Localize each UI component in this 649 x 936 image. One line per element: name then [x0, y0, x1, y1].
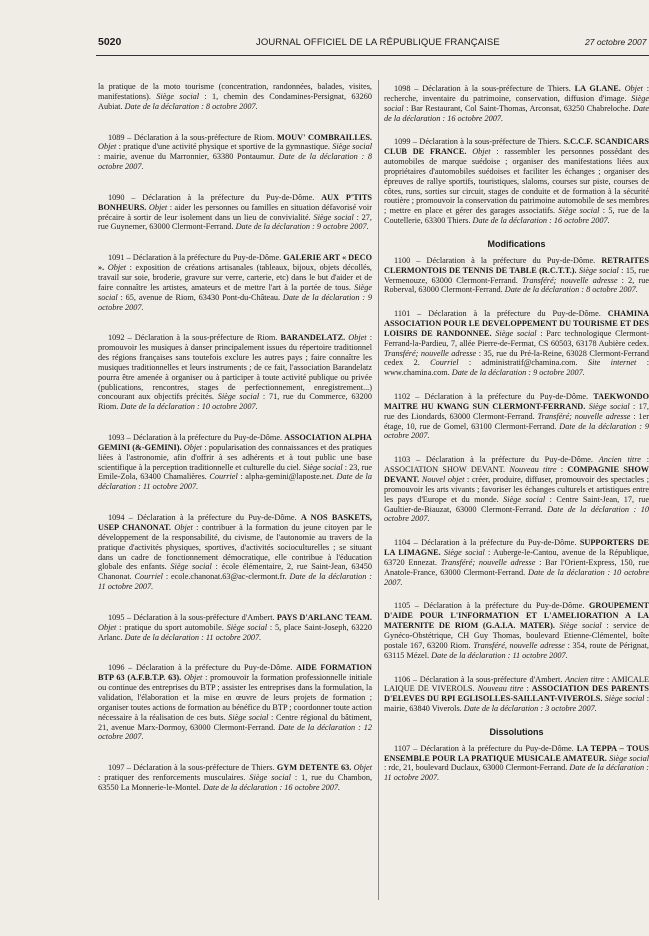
section-title-modifications: Modifications: [487, 238, 546, 249]
association-name: GYM DETENTE 63.: [276, 763, 352, 773]
association-name: ASSOCIATION ALPHA GEMINI (&-GEMINI).: [98, 433, 372, 452]
column-divider: [378, 80, 379, 900]
entry-1104: 1104 – Déclaration à la préfecture du Puy-de-Dôme. SUPPORTERS DE LA LIMAGNE. Siège social : Auberge-le-Cantou, avenue de la République, 63720 Ennezat. Transféré; nouvelle adresse : Bar l'Orient-Express, 150, rue Anatole-France, 63000 Clermont-Ferrand. Date de la déclaration : 10 octobre 2007.: [384, 538, 649, 587]
association-name: CHAMINA ASSOCIATION POUR LE DEVELOPPEMENT DU TOURISME ET DES LOISIRS DE RANDONNEE.: [384, 309, 649, 338]
header-rule: [96, 55, 649, 56]
entry-1097: 1097 – Déclaration à la sous-préfecture de Thiers. GYM DETENTE 63. Objet : pratiquer des renforcements musculaires. Siège social : 1, rue du Chambon, 63550 La Monnerie-le-Montel. Date de la déclaration : 16 octobre 2007.: [98, 763, 373, 792]
entry-1092: 1092 – Déclaration à la sous-préfecture de Riom. BARANDELATZ. Objet : promouvoir les musiques à danser principalement issues du répertoire traditionnel des régions françaises sans toutefois exclure les autres pays ; faire connaître les musiques traditionnelles et leurs instruments ; de ce fait, l'association Barandelatz pourra être amenée à organiser ou à participer à toute activité publique ou privée (publications, rencontres, stages de perfectionnement, enregistrement...) concourant aux objectifs précités. Siège social : 71, rue du Commerce, 63200 Riom. Date de la déclaration : 10 octobre 2007.: [98, 333, 372, 412]
association-name: AUX P'TITS BONHEURS.: [98, 192, 373, 212]
entry-1090: 1090 – Déclaration à la préfecture du Puy-de-Dôme. AUX P'TITS BONHEURS. Objet : aider les personnes ou familles en situation défavorisé voir précaire à sortir de leur isolement dans un lieu de convivialité. Siège social : 27, rue Guynemer, 63000 Clermont-Ferrand. Date de la déclaration : 9 octobre 2007.: [98, 192, 373, 232]
page-number: 5020: [98, 36, 122, 48]
issue-date: 27 octobre 2007: [585, 37, 647, 47]
association-name: MOUV' COMBRAILLES.: [276, 132, 372, 142]
entry-1094: 1094 – Déclaration à la préfecture du Puy-de-Dôme. A NOS BASKETS, USEP CHANONAT. Objet : contribuer à la formation du jeune citoyen par le développement de la responsabilité, du civisme, de l'autonomie au travers de la pratique d'activités physiques, sportives, d'activités socioculturelles ; se situant dans un cadre de fonctionnement démocratique, elle contribue à l'éducation globale des enfants. Siège social : école élémentaire, 2, rue Saint-Jean, 63450 Chanonat. Courriel : ecole.chanonat.63@ac-clermont.fr. Date de la déclaration : 11 octobre 2007.: [98, 513, 372, 592]
association-name: ASSOCIATION DES PARENTS D'ELEVES DU RPI EGLISOLLES-SAILLANT-VIVEROLS.: [384, 684, 649, 704]
association-name: GALERIE ART « DECO ».: [98, 253, 372, 273]
entry-continued: la pratique de la moto tourisme (concentration, randonnées, balades, visites, manifestations). Siège social : 1, chemin des Condamines-Persignat, 63260 Aubiat. Date de la déclaration : 8 octobre 2007.: [98, 82, 372, 111]
association-name: TAEKWONDO MAITRE HU KWANG SUN CLERMONT-FERRAND.: [384, 392, 649, 411]
entry-1099: 1099 – Déclaration à la sous-préfecture de Thiers. S.C.C.F. SCANDICARS CLUB DE FRANCE. Objet : rassembler les personnes possédant des automobiles de marque suédoise ; organiser des manifestations liées aux propriétaires d'automobiles suédoises et faciliter les échanges ; organiser des épreuves de rallye sportifs, touristiques, slaloms, courses sur piste, courses de côtes, runs, sorties sur circuit, stages de conduite et de formation à la sécurité routière ; promouvoir la conservation du patrimoine automobile de ses membres ; mettre en place et gérer des garages associatifs. Siège social : 5, rue de la Coutellerie, 63300 Thiers. Date de la déclaration : 16 octobre 2007.: [384, 137, 649, 226]
journal-title: JOURNAL OFFICIEL DE LA RÉPUBLIQUE FRANÇAISE: [256, 37, 500, 48]
entry-1091: 1091 – Déclaration à la préfecture du Puy-de-Dôme. GALERIE ART « DECO ». Objet : exposition de créations artisanales (tableaux, bijoux, objets décollés, travail sur soie, broderie, gravure sur verre, carterie, etc) dans le but d'aider et de faire connaître les artistes, amateurs et de mettre l'art à la portée de tous. Siège social : 65, avenue de Riom, 63430 Pont-du-Château. Date de la déclaration : 9 octobre 2007.: [98, 253, 372, 312]
association-name: S.C.C.F. SCANDICARS CLUB DE FRANCE.: [384, 137, 649, 157]
entry-1105: 1105 – Déclaration à la préfecture du Puy-de-Dôme. GROUPEMENT D'AIDE POUR L'INFORMATION ET L'AMELIORATION A LA MATERNITE DE RIOM (G.A.I.A. MATER). Siège social : service de Gynéco-Obstétrique, CH Guy Thomas, boulevard Etienne-Clémentel, boîte postale 167, 63200 Riom. Transféré, nouvelle adresse : 354, route de Pérignat, 63115 Mézel. Date de la déclaration : 11 octobre 2007.: [384, 601, 649, 660]
entry-1101: 1101 – Déclaration à la préfecture du Puy-de-Dôme. CHAMINA ASSOCIATION POUR LE DEVELOPPEMENT DU TOURISME ET DES LOISIRS DE RANDONNEE. Siège social : Parc technologique Clermont-Ferrand-la-Pardieu, 7, allée Pierre-de-Fermat, CS 60503, 63178 Aubière cedex. Transféré; nouvelle adresse : 35, rue du Pré-la-Reine, 63028 Clermont-Ferrand cedex 2. Courriel : administratif@chamina.com. Site internet : www.chamina.com. Date de la déclaration : 9 octobre 2007.: [384, 309, 649, 378]
association-name: BARANDELATZ.: [280, 333, 346, 343]
association-name: SUPPORTERS DE LA LIMAGNE.: [384, 538, 649, 558]
association-name: GROUPEMENT D'AIDE POUR L'INFORMATION ET L'AMELIORATION A LA MATERNITE DE RIOM (G.A.I.A. MATER).: [384, 601, 649, 631]
association-name: AIDE FORMATION BTP 63 (A.F.B.T.P. 63).: [98, 663, 373, 683]
entry-1102: 1102 – Déclaration à la préfecture du Puy-de-Dôme. TAEKWONDO MAITRE HU KWANG SUN CLERMONT-FERRAND. Siège social : 17, rue des Liondards, 63000 Clermont-Ferrand. Transféré; nouvelle adresse : 1er étage, 10, rue de Gomel, 63100 Clermont-Ferrand. Date de la déclaration : 9 octobre 2007.: [384, 392, 649, 441]
right-column: [384, 84, 649, 797]
association-name: A NOS BASKETS, USEP CHANONAT.: [98, 513, 372, 532]
section-title-dissolutions: Dissolutions: [489, 726, 544, 737]
left-column: [98, 82, 372, 814]
entry-1098: 1098 – Déclaration à la sous-préfecture de Thiers. LA GLANE. Objet : recherche, inventaire du patrimoine, conservation, diffusion d'image. Siège social : Bar Restaurant, Col Saint-Thomas, Arconsat, 63250 Chabreloche. Date de la déclaration : 16 octobre 2007.: [384, 84, 649, 123]
association-name: RETRAITES CLERMONTOIS DE TENNIS DE TABLE (R.C.T.T.).: [384, 255, 649, 275]
association-name: LA GLANE.: [574, 84, 621, 93]
association-name: PAYS D'ARLANC TEAM.: [276, 612, 372, 622]
entry-1096: 1096 – Déclaration à la préfecture du Puy-de-Dôme. AIDE FORMATION BTP 63 (A.F.B.T.P. 63). Objet : promouvoir la formation professionnelle initiale ou continue des entreprises du BTP ; assister les entreprises dans la formulation, la validation, l'élaboration et la mise en œuvre de leurs projets de formation ; organiser toutes actions de formation au bénéfice du BTP ; coordonner toute action nécessaire à la réalisation de ces buts. Siège social : Centre régional du bâtiment, 21, avenue Marx-Dormoy, 63000 Clermont-Ferrand. Date de la déclaration : 12 octobre 2007.: [98, 663, 373, 742]
entry-1107: 1107 – Déclaration à la préfecture du Puy-de-Dôme. LA TEPPA – TOUS ENSEMBLE POUR LA PRATIQUE MUSICALE AMATEUR. Siège social : rdc, 21, boulevard Duclaux, 63000 Clermont-Ferrand. Date de la déclaration : 11 octobre 2007.: [384, 743, 649, 783]
entry-1095: 1095 – Déclaration à la sous-préfecture d'Ambert. PAYS D'ARLANC TEAM. Objet : pratique du sport automobile. Siège social : 5, place Saint-Joseph, 63220 Arlanc. Date de la déclaration : 11 octobre 2007.: [98, 612, 372, 642]
entry-1093: 1093 – Déclaration à la préfecture du Puy-de-Dôme. ASSOCIATION ALPHA GEMINI (&-GEMINI). Objet : popularisation des connaissances et des pratiques liées à l'astronomie, afin d'offrir à ses adhérents et à tout public une base scientifique à la perception traditionnelle et culturelle du ciel. Siège social : 23, rue Emile-Zola, 63400 Chamalières. Courriel : alpha-gemini@laposte.net. Date de la déclaration : 11 octobre 2007.: [98, 433, 373, 492]
entry-1106: 1106 – Déclaration à la sous-préfecture d'Ambert. Ancien titre : AMICALE LAIQUE DE VIVEROLS. Nouveau titre : ASSOCIATION DES PARENTS D'ELEVES DU RPI EGLISOLLES-SAILLANT-VIVEROLS. Siège social : mairie, 63840 Viverols. Date de la déclaration : 3 octobre 2007.: [384, 674, 649, 714]
association-name: LA TEPPA – TOUS ENSEMBLE POUR LA PRATIQUE MUSICALE AMATEUR.: [384, 743, 649, 763]
entry-1089: 1089 – Déclaration à la sous-préfecture de Riom. MOUV' COMBRAILLES. Objet : pratique d'une activité physique et sportive de la gymnastique. Siège social : mairie, avenue du Marronnier, 63380 Pontaumur. Date de la déclaration : 8 octobre 2007.: [98, 132, 372, 172]
entry-1100: 1100 – Déclaration à la préfecture du Puy-de-Dôme. RETRAITES CLERMONTOIS DE TENNIS DE TABLE (R.C.T.T.). Siège social : 15, rue Vermenouze, 63000 Clermont-Ferrand. Transféré; nouvelle adresse : 2, rue Roberval, 63000 Clermont-Ferrand. Date de la déclaration : 8 octobre 2007.: [384, 255, 649, 295]
entry-1103: 1103 – Déclaration à la préfecture du Puy-de-Dôme. Ancien titre : ASSOCIATION SHOW DEVANT. Nouveau titre : COMPAGNIE SHOW DEVANT. Nouvel objet : créer, produire, diffuser, promouvoir des spectacles ; promouvoir les arts vivants ; favoriser les échanges culturels et artistiques entre les pays d'Europe et du monde. Siège social : Centre Saint-Jean, 17, rue Gaultier-de-Biauzat, 63000 Clermont-Ferrand. Date de la déclaration : 10 octobre 2007.: [384, 455, 649, 524]
association-name: COMPAGNIE SHOW DEVANT.: [384, 465, 649, 484]
page-header: [0, 36, 649, 54]
